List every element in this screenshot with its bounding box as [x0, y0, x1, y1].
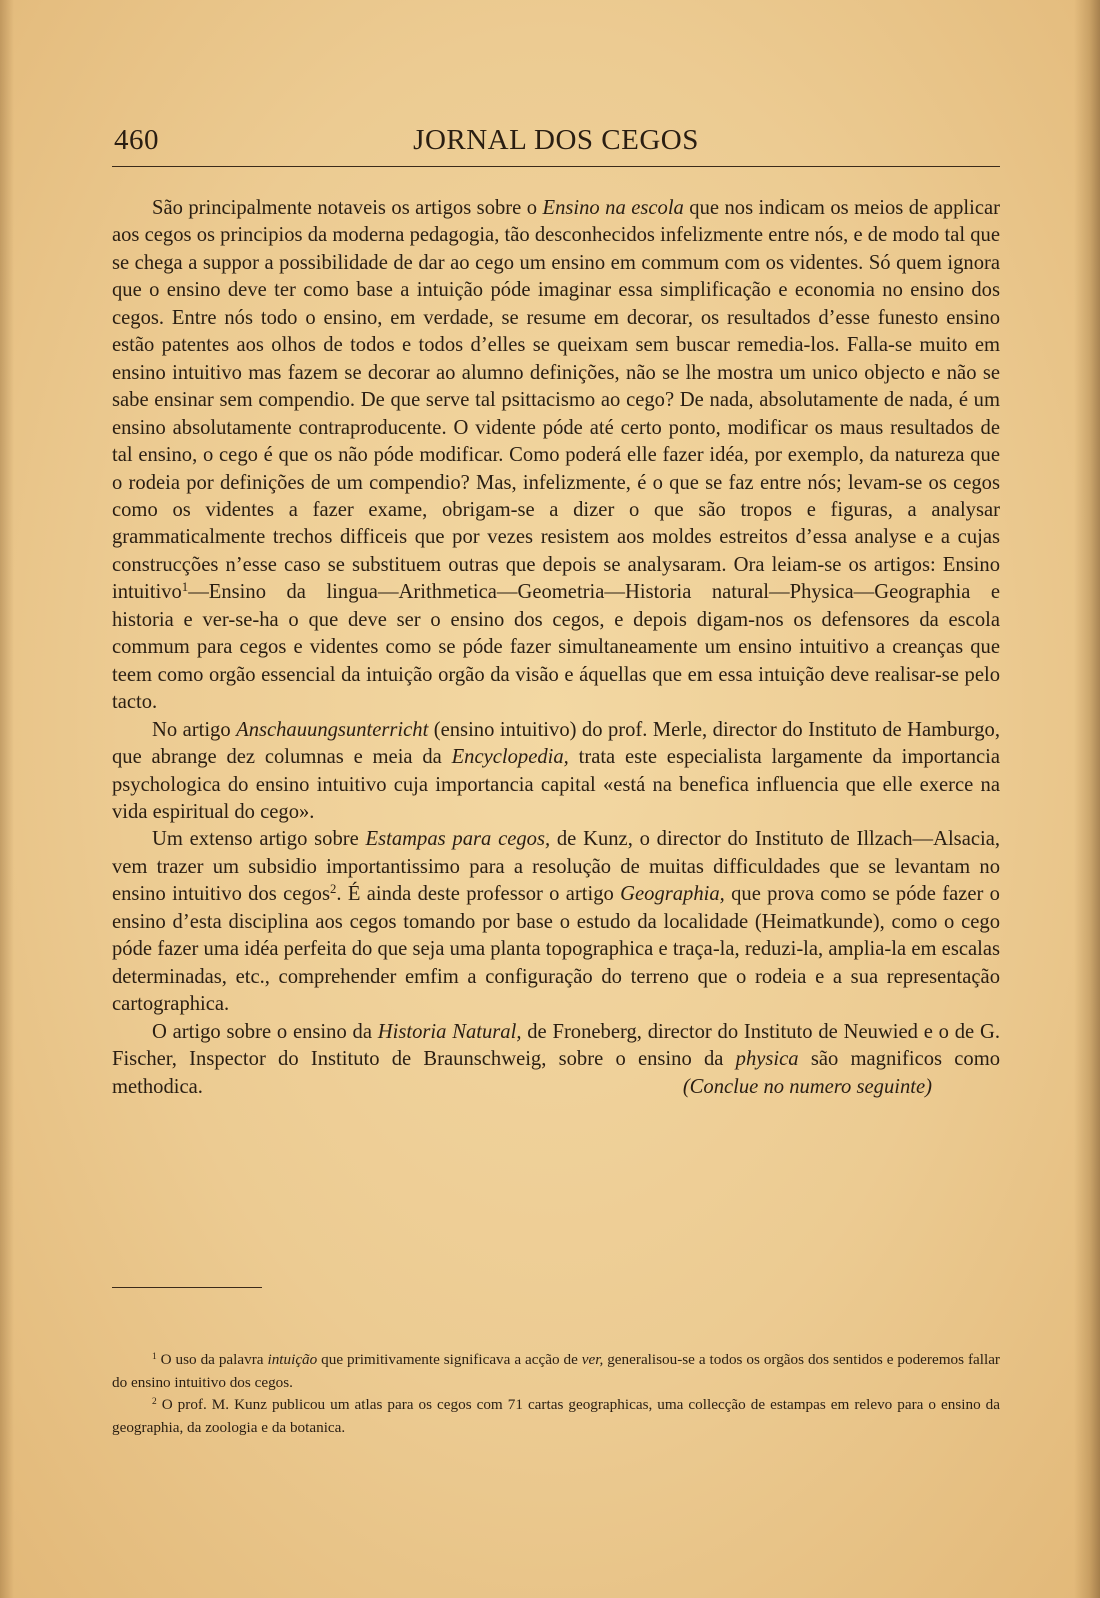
- text-run: que prova como se póde fazer o ensino d’esta disciplina aos cegos tomando por base o estudo da localidade (Heimatkunde), como o cego póde fazer uma idéa perfeita do que seja uma planta topographica e traça-la, reduzi-la, amplia-la em escalas determinadas, etc., comprehender emfim a configuração do terreno que o rodeia e a sua representação cartographica.: [112, 883, 1000, 1016]
- paragraph-3: [112, 826, 1000, 1018]
- footnote-ref: 2: [329, 882, 337, 897]
- text-run: Um extenso artigo sobre: [152, 828, 366, 851]
- paragraph-4: [112, 1019, 1000, 1101]
- text-run: O prof. M. Kunz publicou um atlas para os cegos com 71 cartas geographicas, uma collecção de estampas em relevo para o ensino da geographia, da zoologia e da botanica.: [112, 1396, 1000, 1436]
- text-run: generalisou-se a todos os orgãos dos sentidos e poderemos fallar do ensino intuitivo dos cegos.: [112, 1351, 1000, 1391]
- text-run: O uso da palavra: [156, 1351, 268, 1368]
- italic-run: Ensino na escola: [542, 197, 684, 219]
- footnote-2: [112, 1394, 1000, 1439]
- text-run: São principalmente notaveis os artigos sobre o: [152, 197, 543, 219]
- paragraph-2: [112, 717, 1000, 827]
- footnote-ref: 1: [181, 580, 189, 595]
- running-header: [112, 120, 1000, 164]
- footnote-mark: 2: [152, 1396, 157, 1407]
- text-run: No artigo: [152, 718, 237, 741]
- footnote-mark: 1: [152, 1351, 157, 1362]
- italic-run: Geographia,: [620, 883, 725, 906]
- continuation-note: (Conclue no numero seguinte): [682, 1075, 932, 1098]
- text-run: trata este especialista largamente da importancia psychologica do ensino intuitivo cuja importancia capital «está na benefica influencia que elle exerce na vida espiritual do cego».: [112, 746, 1000, 823]
- page-shadow-left: [0, 0, 14, 1598]
- footnote-1: [112, 1349, 1000, 1394]
- footnote-rule: [112, 1287, 262, 1288]
- page-shadow-right: [1074, 0, 1100, 1598]
- italic-run: intuição: [267, 1351, 318, 1368]
- paragraph-1: [112, 195, 1000, 717]
- text-run: O artigo sobre o ensino da: [152, 1020, 378, 1043]
- italic-run: physica: [735, 1048, 799, 1071]
- text-run: de Froneberg, director do Instituto de Neuwied e o de G. Fischer, Inspector do Instituto de Braunschweig, sobre o ensino da: [112, 1020, 1000, 1071]
- text-run: de Kunz, o director do Instituto de Illzach—Alsacia, vem trazer um subsidio importantissimo para a resolução de muitas difficuldades que se levantam no ensino intuitivo dos cegos: [112, 828, 1000, 906]
- footnotes: [112, 1349, 1000, 1439]
- text-run: —Ensino da lingua—Arithmetica—Geometria—Historia natural—Physica—Geographia e historia e ver-se-ha o que deve ser o ensino dos cegos, e depois digam-nos os defensores da escola commum para cegos e videntes como se póde fazer simultaneamente um ensino intuitivo a creanças que teem como orgão essencial da intuição orgão da visão e áquellas que em essa intuição deve realisar-se pelo tacto.: [112, 581, 1000, 714]
- running-title: JORNAL DOS CEGOS: [413, 124, 699, 156]
- italic-run: Estampas para cegos,: [365, 828, 551, 851]
- text-run: que primitivamente significava a acção de: [317, 1351, 582, 1368]
- text-run: . É ainda deste professor o artigo: [336, 883, 621, 906]
- text-run: que nos indicam os meios de applicar aos cegos os principios da moderna pedagogia, tão desconhecidos infelizmente entre nós, e de modo tal que se chega a suppor a possibilidade de dar ao cego um ensino em commum com os videntes. Só quem ignora que o ensino deve ter como base a intuição póde imaginar essa simplificação e economia no ensino dos cegos. Entre nós todo o ensino, em verdade, se resume em decorar, os resultados d’esse funesto ensino estão patentes aos olhos de todos e todos d’elles se queixam sem buscar remedia-los. Falla-se muito em ensino intuitivo mas fazem se decorar ao alumno definições, não se lhe mostra um unico objecto e não se sabe ensinar sem compendio. De que serve tal psittacismo ao cego? De nada, absolutamente de nada, é um ensino absolutamente contraproducente. O vidente póde até certo ponto, modificar os maus resultados de tal ensino, o cego é que os não póde modificar. Como poderá elle fazer idéa, por exemplo, da natureza que o rodeia por definições de um compendio? Mas, infelizmente, é o que se faz entre nós; levam-se os cegos como os videntes a fazer exame, obrigam-se a dizer o que são tropos e figuras, a analysar grammaticalmente trechos difficeis que por vezes resistem aos moldes estreitos d’essa analyse e a cujas construcções n’esse caso se substituem outras que depois se analysaram. Ora leiam-se os artigos: Ensino intuitivo: [112, 197, 1000, 604]
- text-run: (ensino intuitivo) do prof. Merle, director do Instituto de Hamburgo, que abrange dez columnas e meia da: [112, 718, 1000, 769]
- text-run: são magnificos como methodica.: [112, 1048, 1001, 1098]
- page-number: 460: [114, 124, 159, 156]
- italic-run: Encyclopedia,: [451, 746, 569, 769]
- body-text: [112, 195, 1000, 1101]
- italic-run: Anschauungsunterricht: [236, 718, 429, 741]
- italic-run: ver,: [581, 1351, 604, 1368]
- italic-run: Historia Natural,: [377, 1020, 522, 1043]
- header-rule: [112, 166, 1000, 167]
